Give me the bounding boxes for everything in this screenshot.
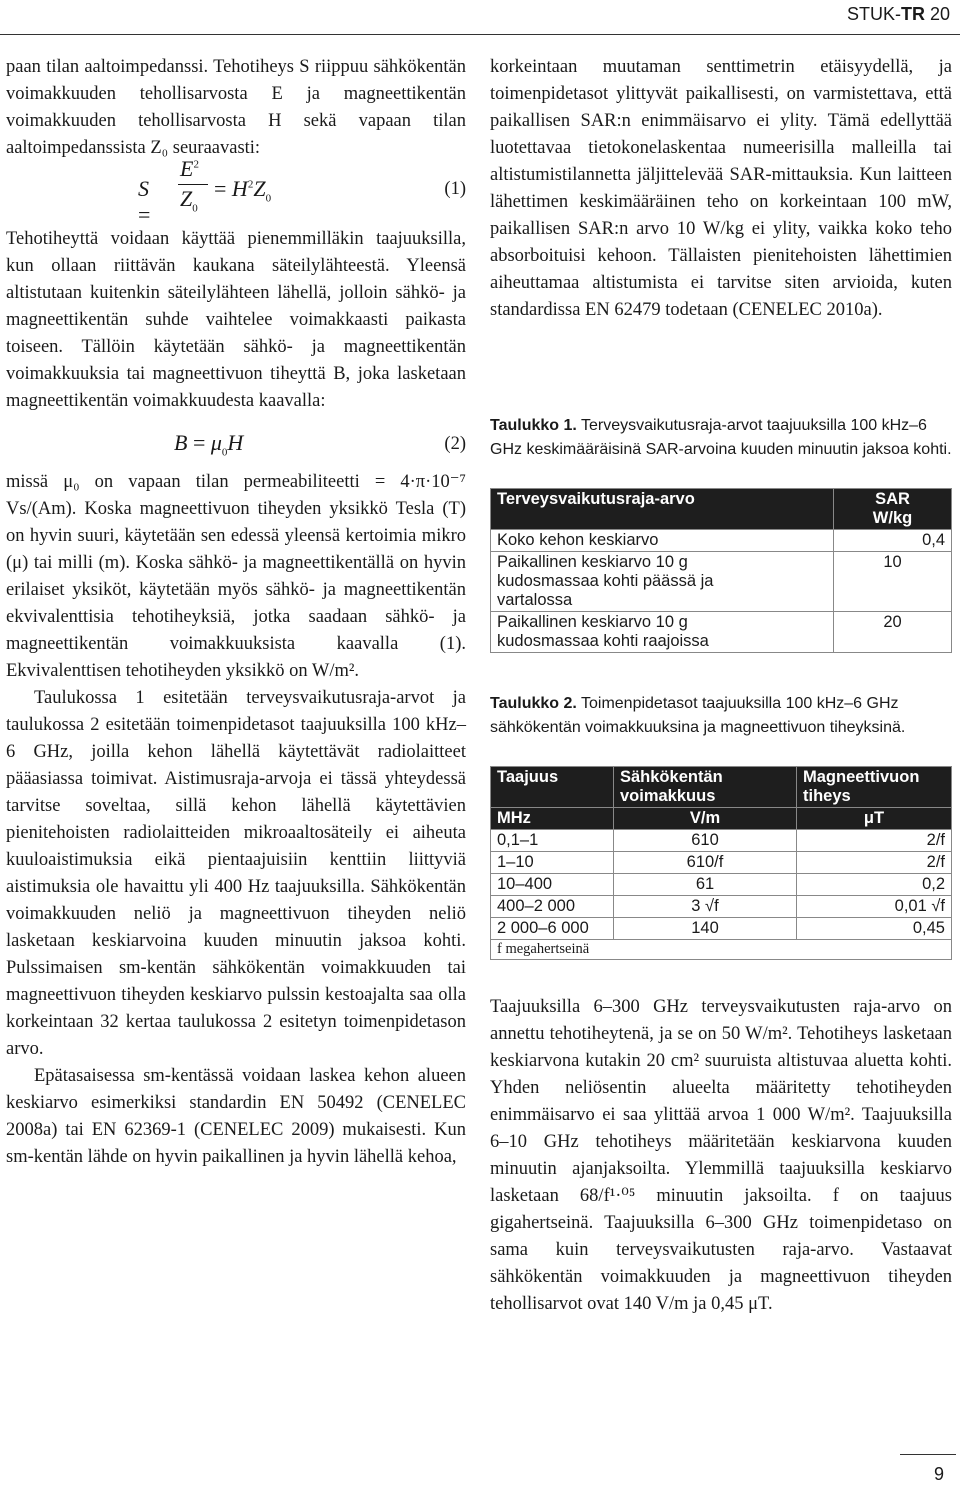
table-cell: 400–2 000 bbox=[491, 896, 614, 918]
table-cell: Paikallinen keskiarvo 10 g kudosmassaa kohti päässä ja vartalossa bbox=[491, 552, 834, 612]
table-row bbox=[491, 830, 952, 852]
equation-2: $B = \mu_0H$ (2) bbox=[174, 430, 466, 459]
equation-number: (2) bbox=[444, 434, 466, 454]
left-column bbox=[6, 54, 466, 1171]
table-header-cell: Taajuus bbox=[491, 767, 614, 808]
table-units-row bbox=[491, 808, 952, 830]
equation-number: (1) bbox=[444, 179, 466, 199]
table-1-caption: Taulukko 1. Terveysvaikutusraja-arvot taajuuksilla 100 kHz–6 GHz keskimääräisinä SAR-arvoina kuuden minuutin jaksoa kohti. bbox=[490, 417, 952, 458]
table-header-cell: V/m bbox=[614, 808, 797, 830]
table-header bbox=[491, 489, 952, 530]
table-row bbox=[491, 874, 952, 896]
table-cell: 0,4 bbox=[834, 530, 952, 552]
table-cell: 0,45 bbox=[797, 918, 952, 940]
table-header-cell: MHz bbox=[491, 808, 614, 830]
paragraph: Taulukossa 1 esitetään terveysvaikutusraja-arvot ja taulukossa 2 esitetään toimenpidetasot taajuuksilla 100 kHz–6 GHz, joilla kehon lähellä käytettävät radiolaitteet pääasiassa toimivat. Aistimusraja-arvoja ei tässä yhteydessä tarvitse soveltaa, sillä kehon lähellä käytettävien pienitehoisten radiolaitteiden mikroaaltosäteily ei aiheuta kuuloaistimuksia eikä pientaajuisiin kenttiin liittyviä aistimuksia ole havaittu yli 400 Hz taajuuksilla. Sähkökentän voimakkuuden neliö ja magneettivuon tiheyden neliö lasketaan keskiarvoina kuuden minuutin jaksoa kohti. Pulssimaisen sm-kentän sähkökentän voimakkuuden tai magneettivuon tiheyden keskiarvo pulssin kestoajalta saa olla korkeintaan 32 kertaa taulukossa 2 esitetyn toimenpidetason arvo. bbox=[6, 688, 466, 1059]
table-row bbox=[491, 918, 952, 940]
paragraph: missä μ₀ on vapaan tilan permeabiliteetti = 4·π·10⁻⁷ Vs/(Am). Koska magneettivuon tiheyden yksikkö Tesla (T) on hyvin suuri, käytetään sen edessä yleensä kertoimia mikro (μ) tai milli (m). Koska sähkö- ja magneettikentällä on hyvin erilaiset yksiköt, käytetään myös sähkö- ja magneettikentän ekvivalenttisia tehotiheyksiä, jotka saadaan sähkö- ja magneettikentän voimakkuuksista kaavalla (1). Ekvivalenttisen tehotiheyden yksikkö on W/m². bbox=[6, 472, 466, 681]
table-cell: 20 bbox=[834, 612, 952, 653]
table-1 bbox=[490, 488, 952, 653]
table-cell: 2 000–6 000 bbox=[491, 918, 614, 940]
table-header-cell: Sähkökentän voimakkuus bbox=[614, 767, 797, 808]
table-2-caption: Taulukko 2. Toimenpidetasot taajuuksilla 100 kHz–6 GHz sähkökentän voimakkuuksina ja magneettivuon tiheyksinä. bbox=[490, 695, 906, 736]
table-cell: 610/f bbox=[614, 852, 797, 874]
paragraph: Epätasaisessa sm-kentässä voidaan laskea kehon alueen keskiarvo esimerkiksi standardin EN 50492 (CENELEC 2008a) tai EN 62369-1 (CENELEC 2009) mukaisesti. Kun sm-kentän lähde on hyvin paikallinen ja hyvin lähellä kehoa, bbox=[6, 1066, 466, 1167]
page-number: 9 bbox=[934, 1464, 945, 1484]
table-cell: 2/f bbox=[797, 852, 952, 874]
right-column-top bbox=[490, 54, 952, 324]
table-cell: Paikallinen keskiarvo 10 g kudosmassaa kohti raajoissa bbox=[491, 612, 834, 653]
table-note-row bbox=[491, 940, 952, 960]
table-row bbox=[491, 530, 952, 552]
equation-1: S = $E^2$ $Z_0$ = $H^2Z_0$ (1) bbox=[138, 156, 466, 227]
table-cell: 2/f bbox=[797, 830, 952, 852]
table-cell: 1–10 bbox=[491, 852, 614, 874]
right-column-bottom bbox=[490, 994, 952, 1318]
running-header: STUK-TR 20 bbox=[846, 4, 950, 24]
table-row bbox=[491, 612, 952, 653]
table-cell: 0,01 √f bbox=[797, 896, 952, 918]
header-rule bbox=[0, 34, 960, 35]
table-2 bbox=[490, 766, 952, 960]
footer-rule bbox=[900, 1454, 956, 1455]
paragraph: Taajuuksilla 6–300 GHz terveysvaikutusten raja-arvo on annettu tehotiheytenä, ja se on 50 W/m². Tehotiheys lasketaan keskiarvona kutakin 20 cm² suuruista altistuvaa aluetta kohti. Yhden neliösentin alueelta määritetty tehotiheyden enimmäisarvo ei saa ylittää arvoa 1 000 W/m². Taajuuksilla 6–10 GHz tehotiheys määritetään keskiarvona kuuden minuutin ajanjaksoilta. Ylemmillä taajuuksilla keskiarvo lasketaan 68/f¹·⁰⁵ minuutin jaksoilta. f on taajuus gigahertseinä. Taajuuksilla 6–300 GHz toimenpidetaso on sama kuin terveysvaikutusten raja-arvo. Vastaavat sähkökentän voimakkuuden ja magneettivuon tiheyden tehollisarvot ovat 140 V/m ja 0,45 μT. bbox=[490, 997, 952, 1314]
table-cell: 10 bbox=[834, 552, 952, 612]
table-header-cell: SAR W/kg bbox=[834, 489, 952, 530]
table-cell: Koko kehon keskiarvo bbox=[491, 530, 834, 552]
table-cell: 140 bbox=[614, 918, 797, 940]
table-cell: 61 bbox=[614, 874, 797, 896]
table-cell: 0,1–1 bbox=[491, 830, 614, 852]
table-cell: 10–400 bbox=[491, 874, 614, 896]
table-cell: 3 √f bbox=[614, 896, 797, 918]
table-header-cell: Magneettivuon tiheys bbox=[797, 767, 952, 808]
paragraph: Tehotiheyttä voidaan käyttää pienemmilläkin taajuuksilla, kun ollaan riittävän kaukana säteilylähteestä. Yleensä altistutaan kuitenkin säteilylähteen lähellä, jolloin sähkö- ja magneettikentän suhde vaihtelee voimakkaasti paikasta toiseen. Tällöin käytetään sähkö- ja magneettikentän voimakkuuksia tai magneettivuon tiheyttä B, joka lasketaan magneettikentän voimakkuudesta kaavalla: bbox=[6, 229, 466, 411]
table-cell: 610 bbox=[614, 830, 797, 852]
table-row bbox=[491, 852, 952, 874]
paragraph: korkeintaan muutaman senttimetrin etäisyydellä, ja toimenpidetasot ylittyvät paikallisesti, on varmistettava, että paikallisen SAR:n enimmäisarvo ei ylity. Tämä edellyttää luotettavaa tietokonelaskentaa numeerisilla malleilla tai altistumistilannetta jäljittelevää SAR-mittauksia. Kun laitteen lähettimen keskimääräinen teho on korkeintaan 100 mW, paikallisen SAR:n arvo 10 W/kg ei ylity, vaikka koko teho absorboituisi kehoon. Tällaisten pienitehoisten lähettimien aiheuttamaa altistumista ei tarvitse siten arvioida, kuten standardissa EN 62479 todetaan (CENELEC 2010a). bbox=[490, 57, 952, 320]
table-header bbox=[491, 767, 952, 808]
table-header-cell: Terveysvaikutusraja-arvo bbox=[491, 489, 834, 530]
table-row bbox=[491, 552, 952, 612]
table-cell: 0,2 bbox=[797, 874, 952, 896]
table-note: f megahertseinä bbox=[491, 940, 952, 960]
paragraph: paan tilan aaltoimpedanssi. Tehotiheys S riippuu sähkökentän voimakkuuden tehollisarvosta E ja magneettikentän voimakkuuden tehollisarvosta H sekä vapaan tilan aaltoimpedanssista Z₀ seuraavasti: bbox=[6, 57, 466, 158]
table-row bbox=[491, 896, 952, 918]
table-header-cell: μT bbox=[797, 808, 952, 830]
